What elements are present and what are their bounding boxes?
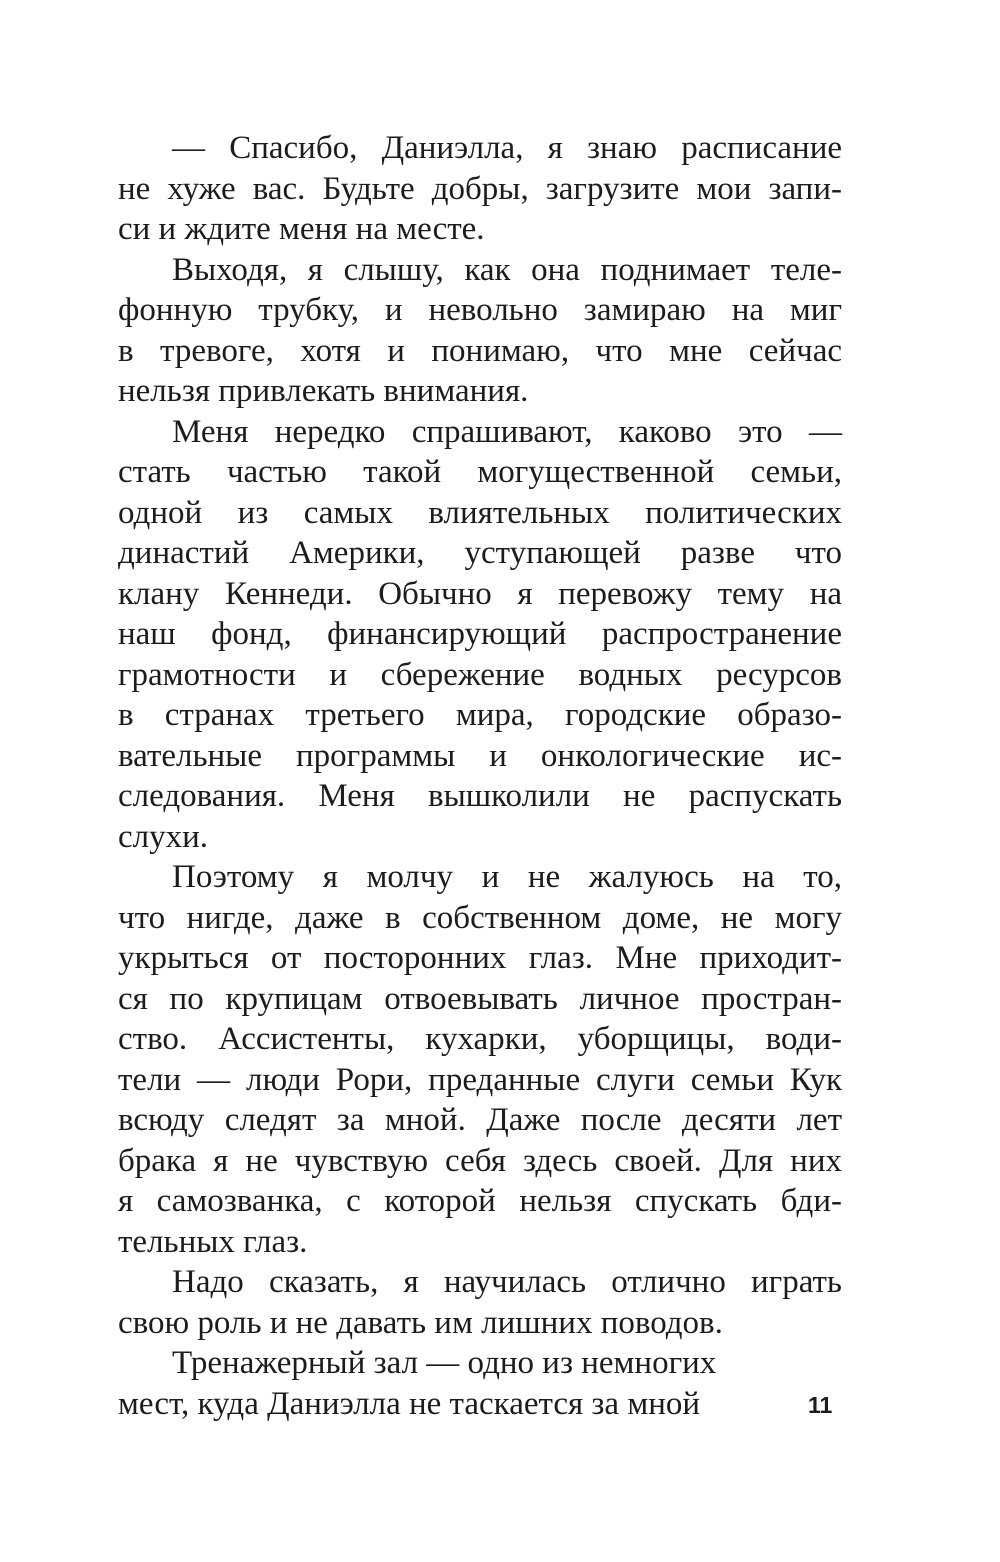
- text-line: тельных глаз.: [118, 1223, 308, 1260]
- paragraph-6: [118, 1343, 842, 1424]
- text-line: Меня нередко спрашивают, каково это —: [172, 413, 842, 450]
- paragraph-4: [118, 857, 842, 1262]
- text-line: ство. Ассистенты, кухарки, уборщицы, води-: [118, 1021, 842, 1057]
- text-line: клану Кеннеди. Обычно я перевожу тему на: [118, 575, 842, 612]
- text-line: одной из самых влиятельных политических: [118, 494, 842, 531]
- text-line: си и ждите меня на месте.: [118, 211, 485, 247]
- body-text: [118, 128, 842, 1424]
- text-line: фонную трубку, и невольно замираю на миг: [118, 292, 842, 328]
- text-line: брака я не чувствую себя здесь своей. Для них: [118, 1142, 842, 1179]
- text-line: мест, куда Даниэлла не таскается за мной: [118, 1385, 701, 1422]
- text-line: Поэтому я молчу и не жалуюсь на то,: [172, 859, 842, 895]
- text-line: следования. Меня вышколили не распускать: [118, 778, 842, 814]
- text-line: нельзя привлекать внимания.: [118, 373, 529, 409]
- text-line: укрыться от посторонних глаз. Мне приходит-: [118, 940, 842, 976]
- text-line: всюду следят за мной. Даже после десяти лет: [118, 1102, 842, 1138]
- text-line: в тревоге, хотя и понимаю, что мне сейчас: [118, 332, 842, 369]
- page-number: 11: [808, 1392, 833, 1418]
- text-line: Тренажерный зал — одно из немногих: [172, 1345, 717, 1381]
- text-line: ся по крупицам отвоевывать личное простран-: [118, 980, 842, 1017]
- text-line: не хуже вас. Будьте добры, загрузите мои запи-: [118, 170, 842, 207]
- text-line: свою роль и не давать им лишних поводов.: [118, 1304, 723, 1341]
- text-line: династий Америки, уступающей разве что: [118, 535, 842, 571]
- paragraph-5: [118, 1262, 842, 1343]
- text-line: Выходя, я слышу, как она поднимает теле-: [172, 251, 842, 288]
- text-line: наш фонд, финансирующий распространение: [118, 616, 842, 652]
- text-line: стать частью такой могущественной семьи,: [118, 454, 842, 490]
- text-line: слухи.: [118, 818, 209, 855]
- text-line: я самозванка, с которой нельзя спускать бди-: [118, 1183, 842, 1219]
- paragraph-2: [118, 250, 842, 412]
- text-line: тели — люди Рори, преданные слуги семьи Кук: [118, 1061, 842, 1098]
- text-line: — Спасибо, Даниэлла, я знаю расписание: [172, 130, 842, 166]
- text-line: что нигде, даже в собственном доме, не могу: [118, 899, 842, 936]
- paragraph-1: [118, 128, 842, 250]
- text-line: Надо сказать, я научилась отлично играть: [172, 1264, 842, 1300]
- text-line: грамотности и сбережение водных ресурсов: [118, 656, 842, 693]
- paragraph-3: [118, 412, 842, 858]
- text-line: в странах третьего мира, городские образо-: [118, 697, 842, 733]
- text-line: вательные программы и онкологические ис-: [118, 737, 842, 774]
